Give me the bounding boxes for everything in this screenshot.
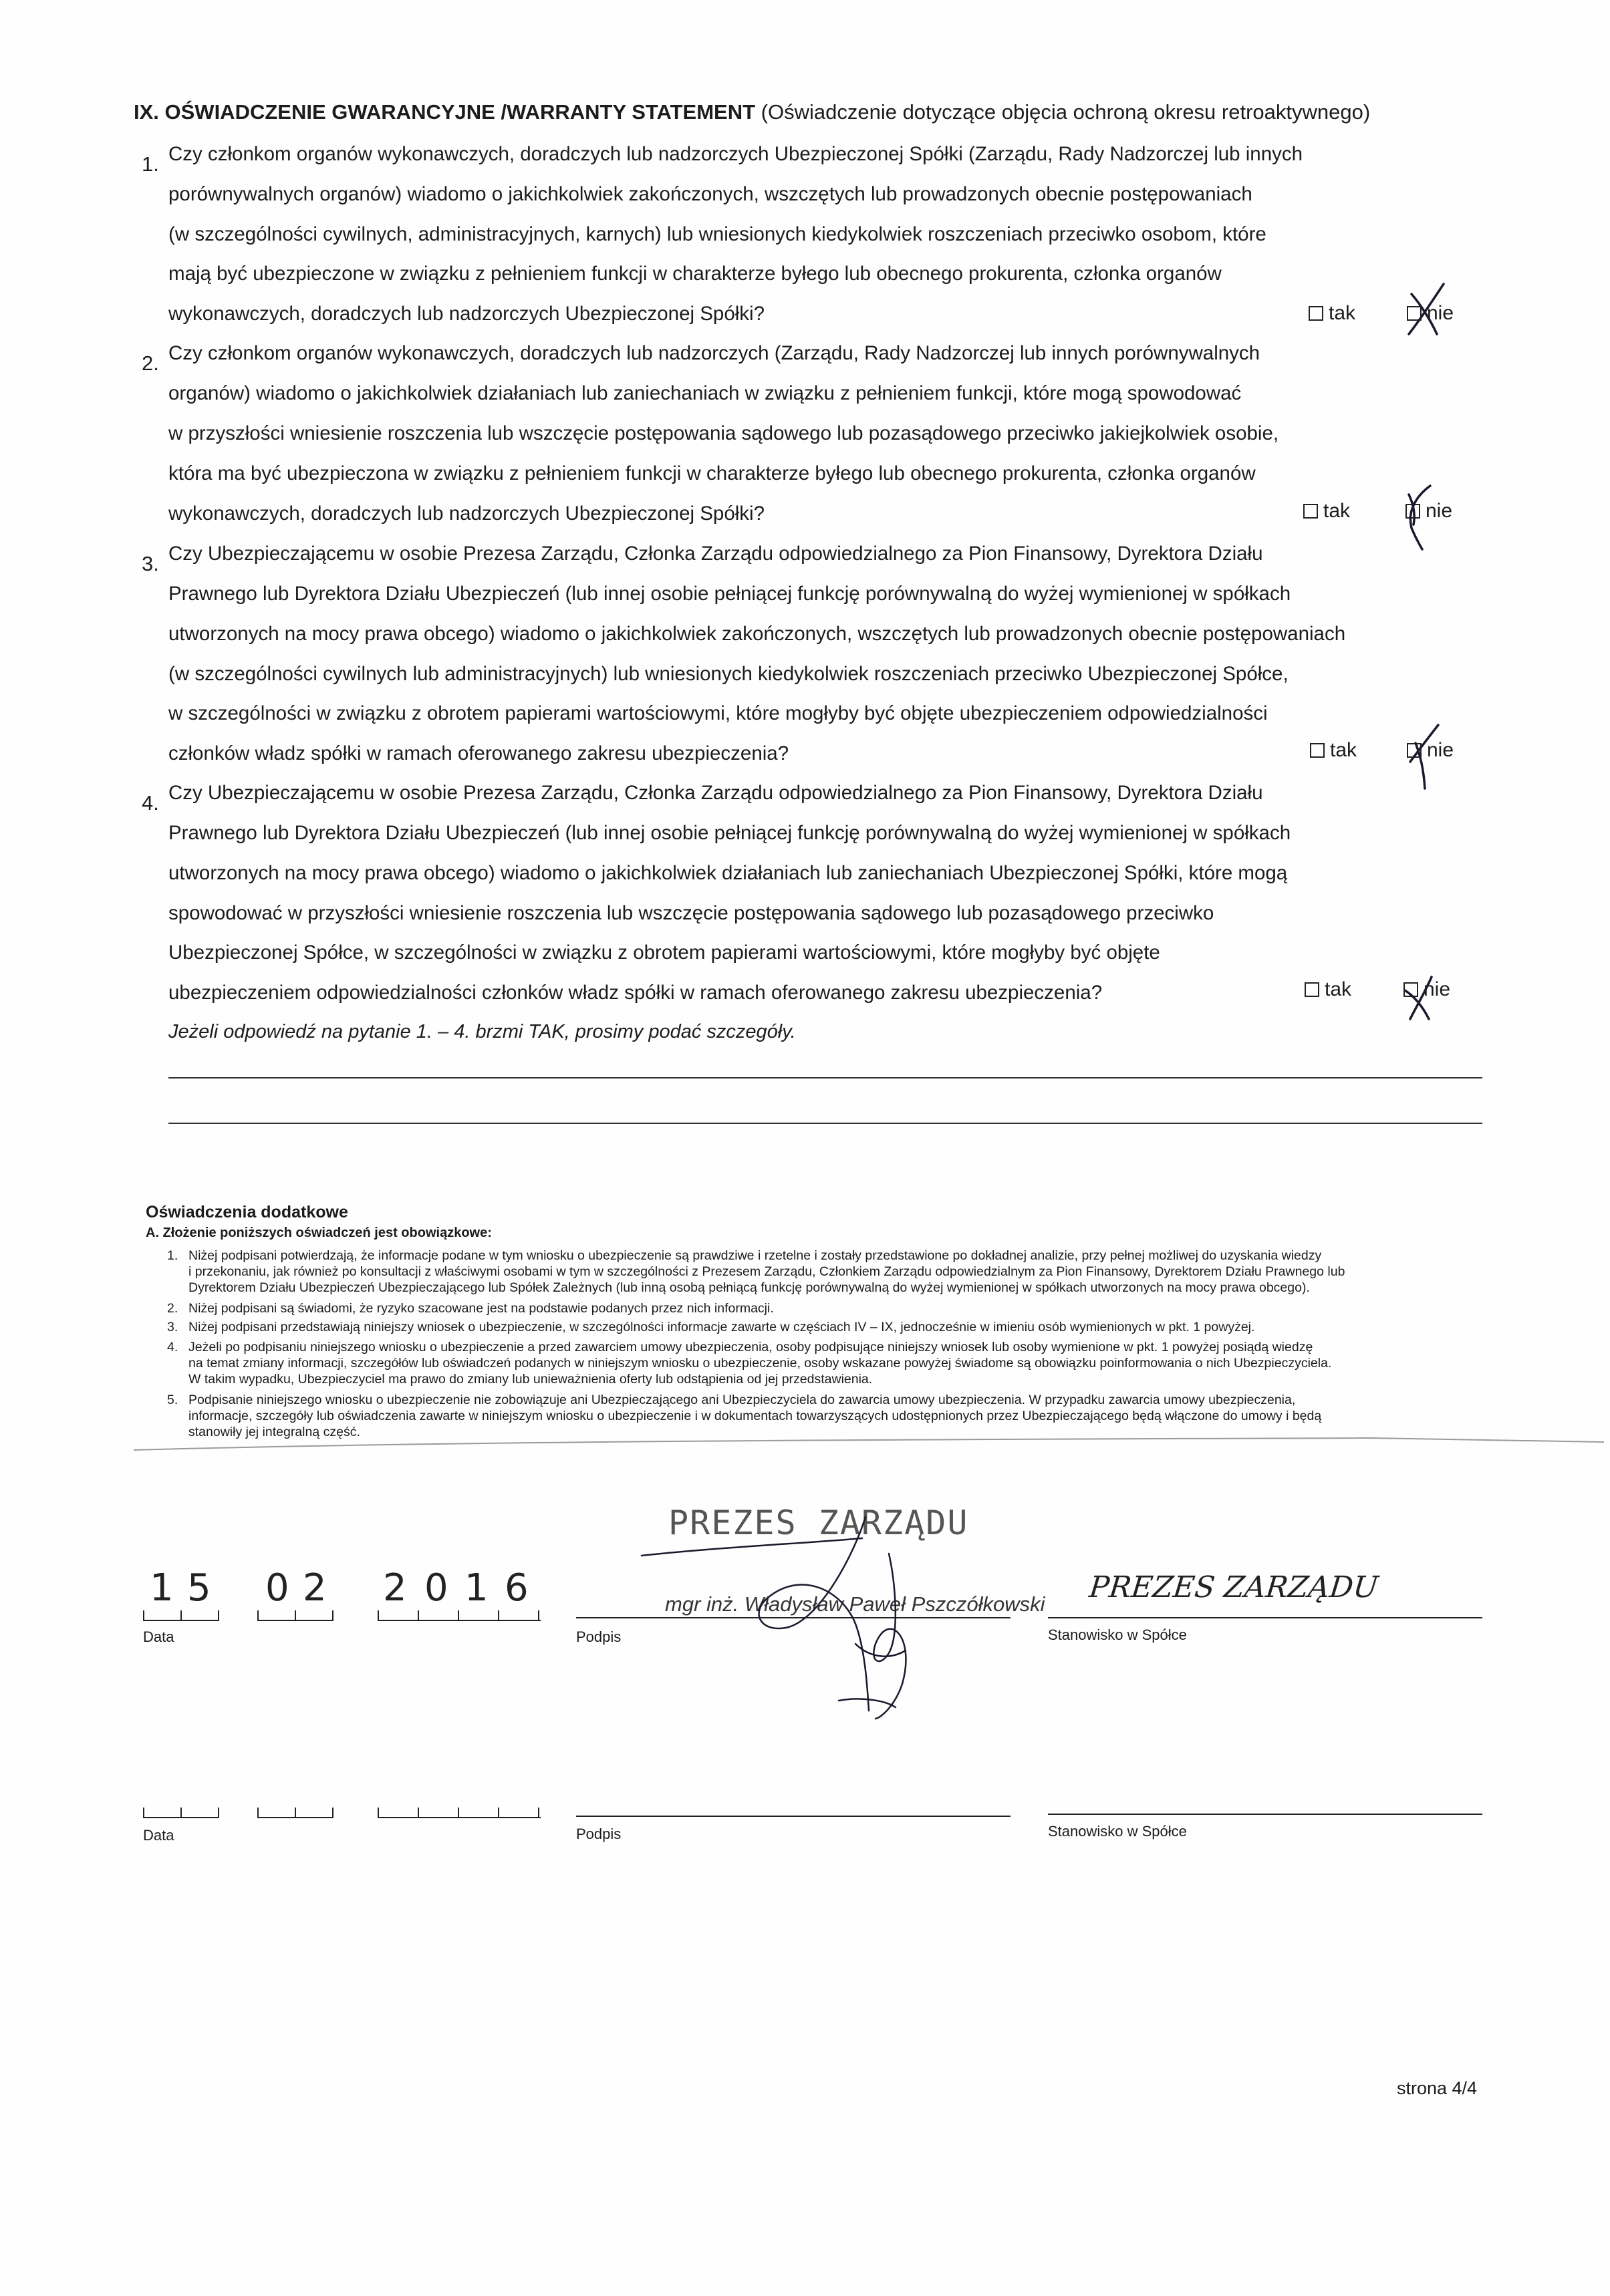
- date-box-tick: [418, 1610, 419, 1621]
- date-digit: 5: [187, 1566, 211, 1610]
- question-line: w szczególności w związku z obrotem papierami wartościowymi, które mogłyby być objęte ubezpieczeniem odpowiedzialności: [168, 702, 1268, 724]
- question-line: (w szczególności cywilnych, administracyjnych, karnych) lub wniesionych kiedykolwiek roszczeniach przeciwko osobom, które: [168, 223, 1266, 245]
- details-answer-line[interactable]: [168, 1123, 1482, 1124]
- item-line: na temat zmiany informacji, szczegółów lub oświadczeń podanych w niniejszym wniosku o ubezpieczenie, osoby wskazane powyżej świadome są obowiązku poinformowania o nich Ubezpieczyciela.: [188, 1356, 1332, 1371]
- question-line: która ma być ubezpieczona w związku z pełnieniem funkcji w charakterze byłego lub obecnego prokurenta, członka organów: [168, 462, 1256, 484]
- position-label: Stanowisko w Spółce: [1048, 1823, 1187, 1840]
- question-line: w przyszłości wniesienie roszczenia lub wszczęcie postępowania sądowego lub pozasądowego przeciwko jakiejkolwiek osobie,: [168, 422, 1279, 444]
- date-box-tick: [257, 1808, 259, 1818]
- date-box-tick: [143, 1808, 144, 1818]
- signature-label: Podpis: [576, 1826, 622, 1842]
- item-line: i przekonaniu, jak również po konsultacji z właściwymi osobami w tym w szczególności z Prezesem Zarządu, Członkiem Zarządu odpowiedzialnym za Pion Finansowy, Dyrektorem Działu Prawnego lub: [188, 1264, 1345, 1279]
- question-line: (w szczególności cywilnych lub administracyjnych) lub wniesionych kiedykolwiek roszczeniach przeciwko Ubezpieczonej Spółce,: [168, 663, 1289, 685]
- page-number: strona 4/4: [1397, 2078, 1478, 2098]
- section-title-main: IX. OŚWIADCZENIE GWARANCYJNE /WARRANTY STATEMENT: [134, 100, 756, 124]
- date-box-tick: [218, 1808, 219, 1818]
- handwritten-checkmarks: [0, 0, 1610, 1069]
- question-number: 3.: [142, 552, 159, 575]
- question-line: Czy Ubezpieczającemu w osobie Prezesa Zarządu, Członka Zarządu odpowiedzialnego za Pion Finansowy, Dyrektora Działu: [168, 543, 1263, 565]
- date-box-tick: [498, 1808, 499, 1818]
- details-answer-line[interactable]: [168, 1077, 1482, 1079]
- signature-label: Podpis: [576, 1628, 622, 1645]
- date-box-tick: [378, 1808, 379, 1818]
- item-line: Niżej podpisani potwierdzają, że informacje podane w tym wniosku o ubezpieczenie są prawdziwe i rzetelne i zostały przedstawione po dokładnej analizie, przy pełnej możliwej do uzyskania wiedzy: [188, 1248, 1322, 1263]
- question-line: Czy członkom organów wykonawczych, doradczych lub nadzorczych Ubezpieczonej Spółki (Zarządu, Rady Nadzorczej lub innych: [168, 143, 1303, 165]
- handwritten-signature: [601, 1490, 1069, 1757]
- date-box-tick: [218, 1610, 219, 1621]
- item-line: informacje, szczegóły lub oświadczenia zawarte w niniejszym wniosku o ubezpieczenie i w dokumentach towarzyszących udostępnionych przez Ubezpieczającego będą włączone do umowy i będą: [188, 1409, 1322, 1423]
- stamp-title: PREZES ZARZĄDU: [668, 1503, 969, 1542]
- position-line[interactable]: [1048, 1814, 1482, 1815]
- question-line: porównywalnych organów) wiadomo o jakichkolwiek zakończonych, wszczętych lub prowadzonych obecnie postępowaniach: [168, 183, 1252, 205]
- checkbox-label: nie: [1427, 739, 1454, 761]
- handwritten-position: PREZES ZARZĄDU: [1087, 1570, 1380, 1604]
- item-number: 4.: [167, 1340, 178, 1354]
- item-line: Niżej podpisani przedstawiają niniejszy wniosek o ubezpieczenie, w szczególności informacje zawarte w częściach IV – IX, jednocześnie w imieniu osób wymienionych w pkt. 1 powyżej.: [188, 1320, 1255, 1334]
- question-line: spowodować w przyszłości wniesienie roszczenia lub wszczęcie postępowania sądowego lub pozasądowego przeciwko: [168, 902, 1214, 924]
- checkbox-label: tak: [1329, 302, 1356, 324]
- additional-title: Oświadczenia dodatkowe: [146, 1203, 348, 1222]
- checkbox-label: tak: [1325, 978, 1352, 1000]
- question-line: utworzonych na mocy prawa obcego) wiadomo o jakichkolwiek działaniach lub zaniechaniach Ubezpieczonej Spółki, które mogą: [168, 862, 1288, 884]
- date-box-tick: [538, 1610, 539, 1621]
- question-line: utworzonych na mocy prawa obcego) wiadomo o jakichkolwiek zakończonych, wszczętych lub prowadzonych obecnie postępowaniach: [168, 623, 1346, 645]
- date-digit: 0: [265, 1566, 289, 1610]
- date-box-tick: [257, 1610, 259, 1621]
- date-box-tick: [498, 1610, 499, 1621]
- date-month-box[interactable]: [257, 1801, 333, 1818]
- date-box-base: [378, 1817, 541, 1819]
- date-box-tick: [332, 1808, 333, 1818]
- item-number: 1.: [167, 1248, 178, 1263]
- item-line: W takim wypadku, Ubezpieczyciel ma prawo do zmiany lub unieważnienia oferty lub odstąpienia od jej przedstawienia.: [188, 1372, 873, 1387]
- question-number: 2.: [142, 351, 159, 375]
- signature-line[interactable]: [576, 1816, 1011, 1817]
- date-box-tick: [538, 1808, 539, 1818]
- date-box-tick: [458, 1808, 459, 1818]
- question-line: organów) wiadomo o jakichkolwiek działaniach lub zaniechaniach w związku z pełnieniem funkcji, które mogą spowodować: [168, 382, 1242, 404]
- date-box-tick: [180, 1610, 182, 1621]
- question-number: 4.: [142, 791, 159, 815]
- date-box-tick: [295, 1610, 296, 1621]
- date-digit: 6: [505, 1566, 529, 1610]
- date-digit: 2: [383, 1566, 407, 1610]
- checkmark-stroke-q3: [1410, 725, 1438, 762]
- item-line: stanowiły jej integralną część.: [188, 1425, 360, 1439]
- checkmark-stroke-q1: [1409, 284, 1444, 334]
- item-line: Dyrektorem Działu Ubezpieczeń Ubezpieczającego lub Spółek Zależnych (lub inną osobą pełniącą funkcję porównywalną do wyżej wymienionej w spółkach utworzonych na mocy prawa obcego).: [188, 1280, 1310, 1295]
- checkbox-label: tak: [1330, 739, 1357, 761]
- checkbox-label: nie: [1426, 500, 1453, 522]
- question-line: Ubezpieczonej Spółce, w szczególności w związku z obrotem papierami wartościowymi, które mogłyby być objęte: [168, 942, 1160, 964]
- date-digit: 1: [464, 1566, 489, 1610]
- date-day-box[interactable]: [143, 1801, 219, 1818]
- date-digit: 2: [303, 1566, 327, 1610]
- date-box-tick: [180, 1808, 182, 1818]
- date-box-tick: [332, 1610, 333, 1621]
- item-number: 5.: [167, 1393, 178, 1407]
- date-digit: 0: [424, 1566, 448, 1610]
- question-line: wykonawczych, doradczych lub nadzorczych Ubezpieczonej Spółki?: [168, 503, 765, 525]
- checkbox-label: nie: [1424, 978, 1451, 1000]
- item-line: Jeżeli po podpisaniu niniejszego wniosku o ubezpieczenie a przed zawarciem umowy ubezpieczenia, osoby podpisujące niniejszy wniosek lub osoby wymienione w pkt. 1 powyżej posiądą wiedzę: [188, 1340, 1313, 1354]
- date-box-tick: [295, 1808, 296, 1818]
- item-number: 2.: [167, 1301, 178, 1316]
- question-line: Czy członkom organów wykonawczych, doradczych lub nadzorczych (Zarządu, Rady Nadzorczej lub innych porównywalnych: [168, 342, 1260, 364]
- question-line: Prawnego lub Dyrektora Działu Ubezpieczeń (lub innej osobie pełniącej funkcję porównywalną do wyżej wymienionej w spółkach: [168, 822, 1291, 844]
- date-label: Data: [143, 1827, 174, 1844]
- additional-subtitle: A. Złożenie poniższych oświadczeń jest obowiązkowe:: [146, 1226, 492, 1240]
- date-box-base: [378, 1620, 541, 1622]
- stamp-name: mgr inż. Władysław Paweł Pszczółkowski: [665, 1592, 1045, 1616]
- question-number: 1.: [142, 152, 159, 176]
- question-line: mają być ubezpieczone w związku z pełnieniem funkcji w charakterze byłego lub obecnego prokurenta, członka organów: [168, 263, 1222, 285]
- question-line: ubezpieczeniem odpowiedzialności członków władz spółki w ramach oferowanego zakresu ubezpieczenia?: [168, 982, 1103, 1004]
- paper-edge-line: [0, 1437, 1610, 1463]
- date-label: Data: [143, 1628, 174, 1645]
- position-label: Stanowisko w Spółce: [1048, 1626, 1187, 1643]
- item-line: Podpisanie niniejszego wniosku o ubezpieczenie nie zobowiązuje ani Ubezpieczającego ani Ubezpieczyciela do zawarcia umowy ubezpieczenia. W przypadku zawarcia umowy ubezpieczenia,: [188, 1393, 1296, 1407]
- details-note: Jeżeli odpowiedź na pytanie 1. – 4. brzmi TAK, prosimy podać szczegóły.: [168, 1021, 796, 1042]
- checkbox-label: tak: [1323, 500, 1351, 522]
- date-box-tick: [143, 1610, 144, 1621]
- question-line: Czy Ubezpieczającemu w osobie Prezesa Zarządu, Członka Zarządu odpowiedzialnego za Pion Finansowy, Dyrektora Działu: [168, 782, 1263, 804]
- question-line: Prawnego lub Dyrektora Działu Ubezpieczeń (lub innej osobie pełniącej funkcję porównywalną do wyżej wymienionej w spółkach: [168, 583, 1291, 605]
- item-number: 3.: [167, 1320, 178, 1334]
- date-box-tick: [458, 1610, 459, 1621]
- item-line: Niżej podpisani są świadomi, że ryzyko szacowane jest na podstawie podanych przez nich informacji.: [188, 1301, 774, 1316]
- date-year-box[interactable]: [378, 1801, 541, 1818]
- question-line: wykonawczych, doradczych lub nadzorczych Ubezpieczonej Spółki?: [168, 303, 765, 325]
- position-line[interactable]: [1048, 1617, 1482, 1618]
- date-box-tick: [418, 1808, 419, 1818]
- section-title-sub: (Oświadczenie dotyczące objęcia ochroną okresu retroaktywnego): [761, 100, 1371, 124]
- date-digit: 1: [150, 1566, 174, 1610]
- checkbox-label: nie: [1427, 302, 1454, 324]
- date-box-tick: [378, 1610, 379, 1621]
- question-line: członków władz spółki w ramach oferowanego zakresu ubezpieczenia?: [168, 742, 789, 764]
